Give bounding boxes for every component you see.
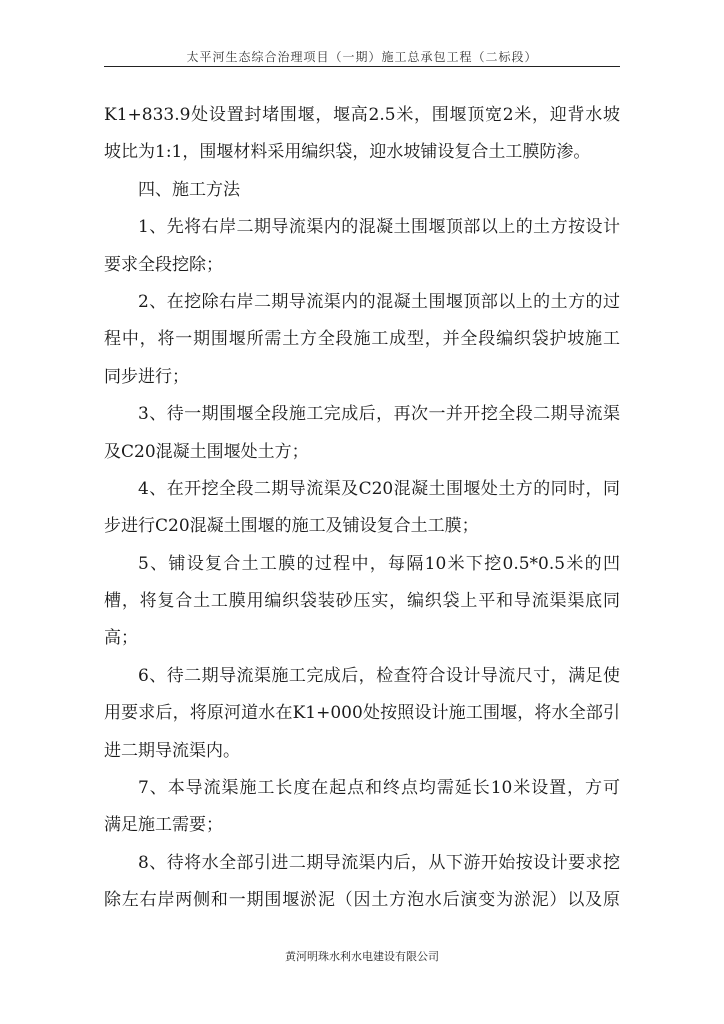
text-line: 1、先将右岸二期导流渠内的混凝土围堰顶部以上的土方按设计 [138,217,620,238]
text-line: 要求全段挖除； [104,254,223,275]
document-body [104,97,620,920]
page-footer: 黄河明珠水利水电建设有限公司 [285,950,439,963]
text-line: 进二期导流渠内。 [104,740,240,761]
text-line: 四、施工方法 [138,179,240,200]
text-line: 6、待二期导流渠施工完成后，检查符合设计导流尺寸，满足使 [138,665,620,686]
text-line: 用要求后，将原河道水在K1+000处按照设计施工围堰，将水全部引 [104,703,620,724]
text-line: 7、本导流渠施工长度在起点和终点均需延长10米设置，方可 [138,778,620,799]
text-line: 同步进行； [104,366,189,387]
text-line: 除左右岸两侧和一期围堰淤泥（因土方泡水后演变为淤泥）以及原 [104,890,620,911]
text-line: 8、待将水全部引进二期导流渠内后，从下游开始按设计要求挖 [138,852,620,873]
page-header: 太平河生态综合治理项目（一期）施工总承包工程（二标段） [186,50,538,64]
text-line: 及C20混凝土围堰处土方； [104,441,309,462]
text-line: 高； [104,628,138,649]
header-divider [104,66,620,67]
text-line: 满足施工需要； [104,815,223,836]
text-line: 4、在开挖全段二期导流渠及C20混凝土围堰处土方的同时，同 [138,478,620,499]
text-line: 坡比为1:1，围堰材料采用编织袋，迎水坡铺设复合土工膜防渗。 [104,142,591,163]
text-line: 程中，将一期围堰所需土方全段施工成型，并全段编织袋护坡施工 [104,329,620,350]
text-line: 2、在挖除右岸二期导流渠内的混凝土围堰顶部以上的土方的过 [138,291,620,312]
text-line: 5、铺设复合土工膜的过程中，每隔10米下挖0.5*0.5米的凹 [138,553,620,574]
text-line: 步进行C20混凝土围堰的施工及铺设复合土工膜； [104,516,479,537]
text-line: 3、待一期围堰全段施工完成后，再次一并开挖全段二期导流渠 [138,404,620,425]
text-line: K1+833.9处设置封堵围堰，堰高2.5米，围堰顶宽2米，迎背水坡 [104,105,620,125]
text-line: 槽，将复合土工膜用编织袋装砂压实，编织袋上平和导流渠渠底同 [104,591,620,612]
